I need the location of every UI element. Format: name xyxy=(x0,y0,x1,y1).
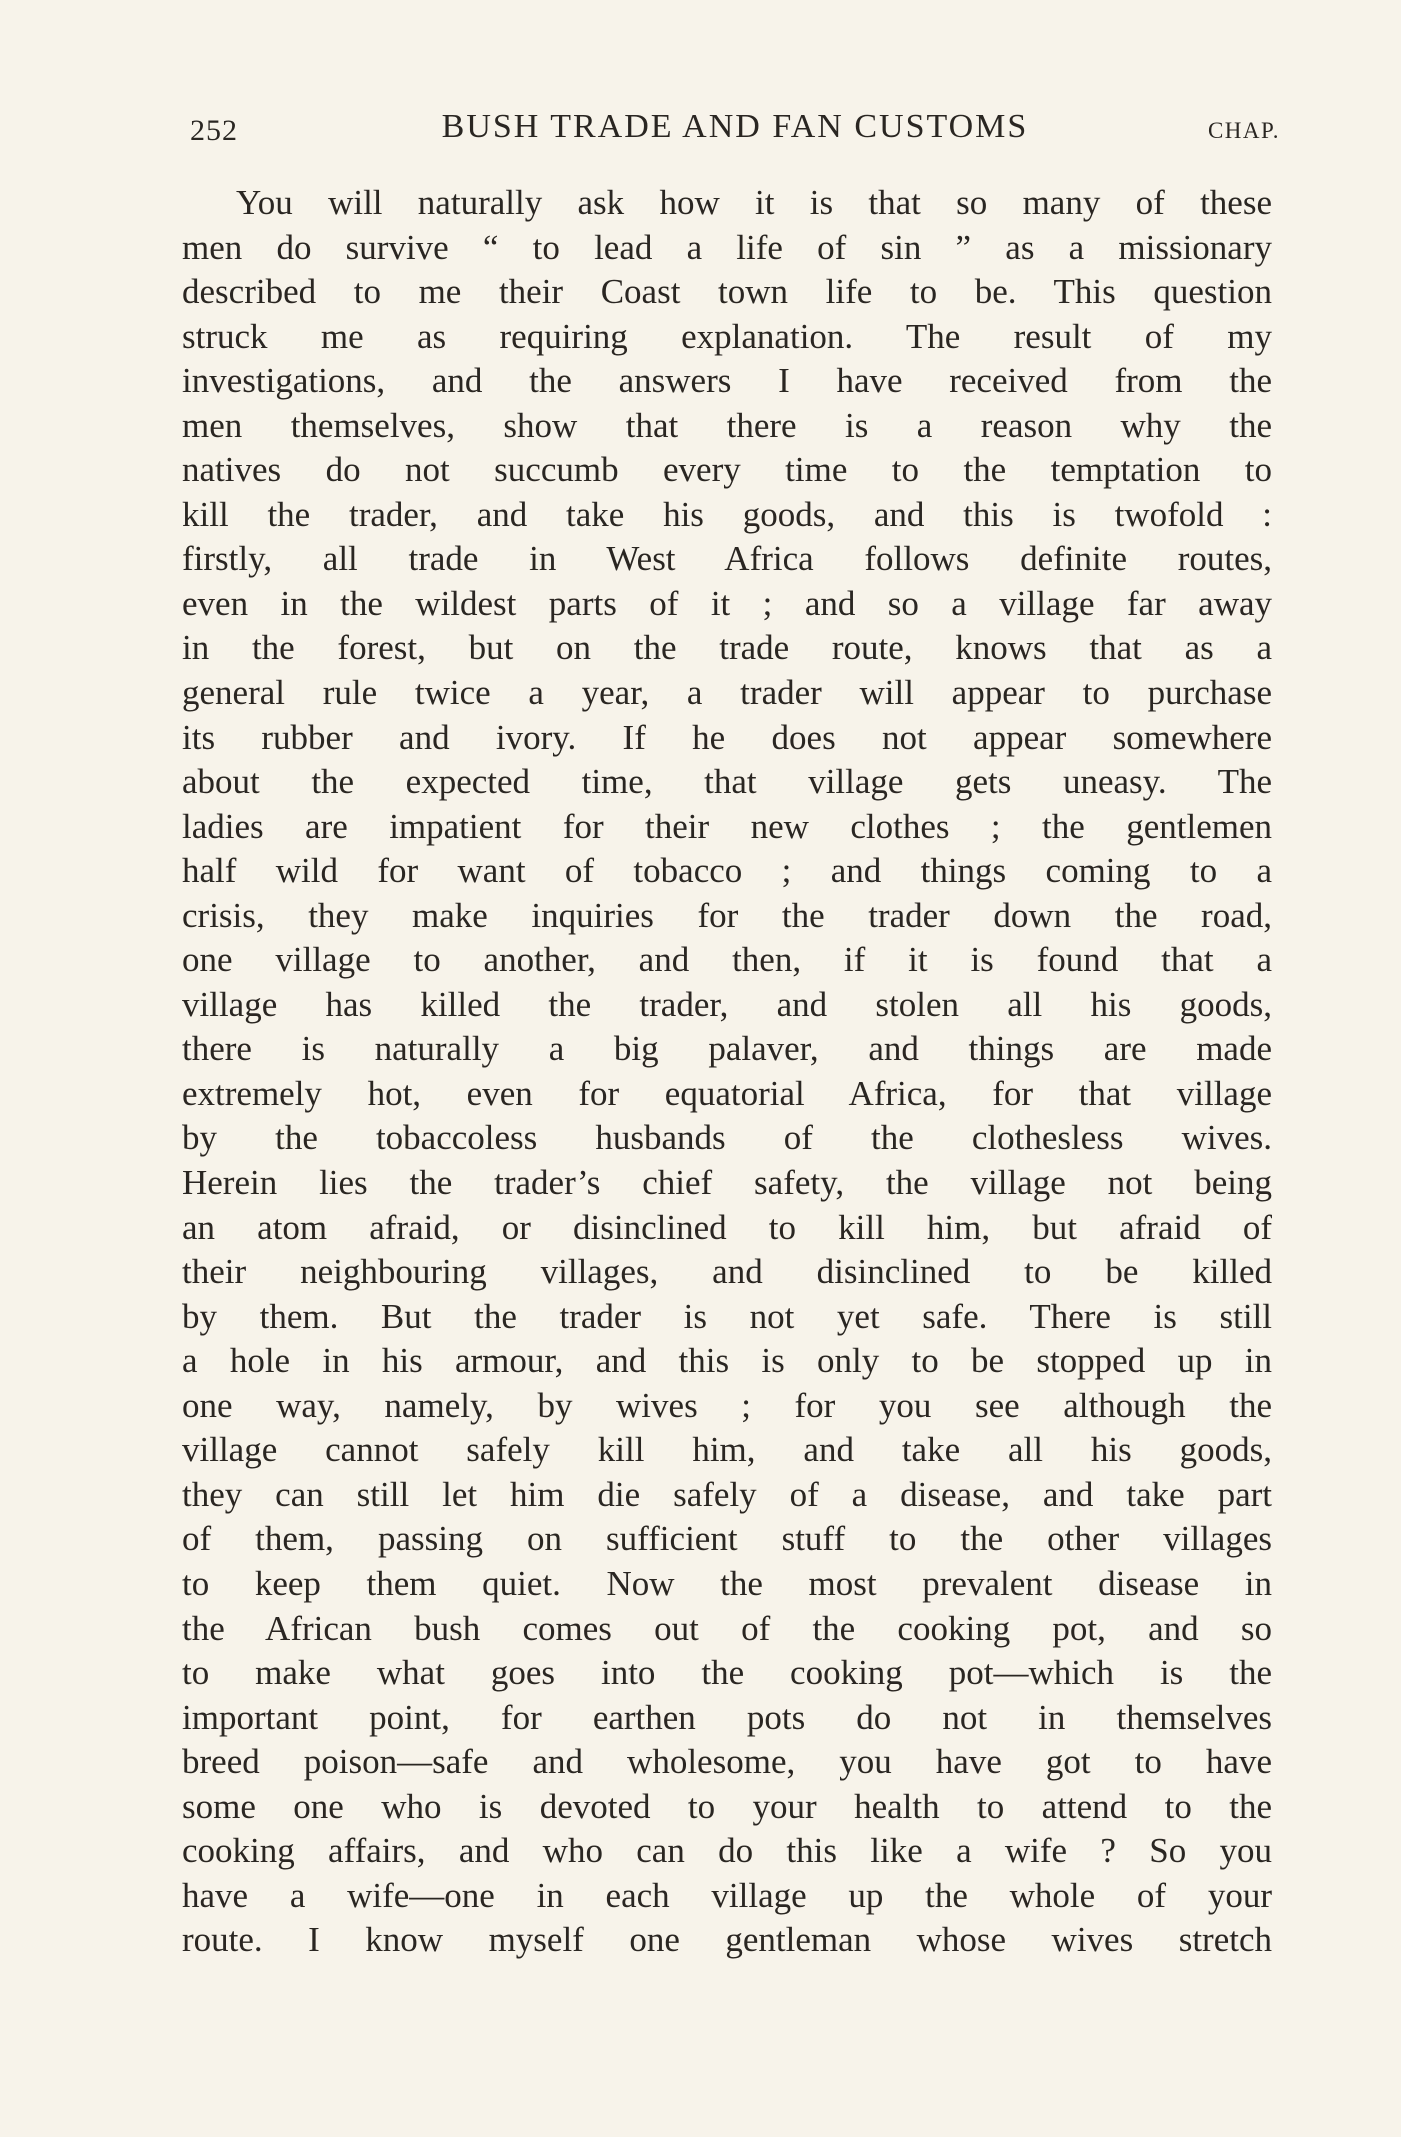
text-line: cooking affairs, and who can do this like a wife ? So you xyxy=(182,1831,1272,1871)
body-paragraph xyxy=(182,181,1272,1963)
text-line: ladies are impatient for their new clothes ; the gentlemen xyxy=(182,806,1272,846)
text-line: they can still let him die safely of a disease, and take part xyxy=(182,1474,1272,1514)
text-line: in the forest, but on the trade route, knows that as a xyxy=(182,628,1272,668)
text-line: extremely hot, even for equatorial Africa, for that village xyxy=(182,1073,1272,1113)
text-line: about the expected time, that village gets uneasy. The xyxy=(182,762,1272,802)
text-line: Herein lies the trader’s chief safety, the village not being xyxy=(182,1163,1272,1203)
text-line: a hole in his armour, and this is only to be stopped up in xyxy=(182,1341,1272,1381)
text-line: its rubber and ivory. If he does not appear somewhere xyxy=(182,717,1272,757)
text-line: an atom afraid, or disinclined to kill him, but afraid of xyxy=(182,1207,1272,1247)
text-line: one way, namely, by wives ; for you see although the xyxy=(182,1385,1272,1425)
text-line: struck me as requiring explanation. The result of my xyxy=(182,316,1272,356)
text-line: investigations, and the answers I have received from the xyxy=(182,361,1272,401)
chapter-label: CHAP. xyxy=(1207,118,1280,143)
text-line: some one who is devoted to your health to attend to the xyxy=(182,1786,1272,1826)
text-line: route. I know myself one gentleman whose wives stretch xyxy=(182,1920,1272,1960)
text-line: firstly, all trade in West Africa follows definite routes, xyxy=(182,539,1272,579)
text-line: by the tobaccoless husbands of the clothesless wives. xyxy=(182,1118,1272,1158)
text-line: men themselves, show that there is a reason why the xyxy=(182,405,1272,445)
text-line: general rule twice a year, a trader will appear to purchase xyxy=(182,673,1272,713)
running-title: BUSH TRADE AND FAN CUSTOMS xyxy=(441,108,1029,145)
text-line: crisis, they make inquiries for the trader down the road, xyxy=(182,895,1272,935)
text-line: have a wife—one in each village up the whole of your xyxy=(182,1875,1272,1915)
text-line: You will naturally ask how it is that so many of these xyxy=(236,183,1272,222)
text-line: described to me their Coast town life to be. This question xyxy=(182,272,1272,312)
text-line: by them. But the trader is not yet safe. There is still xyxy=(182,1296,1272,1336)
text-line: kill the trader, and take his goods, and this is twofold : xyxy=(182,494,1272,534)
text-line: their neighbouring villages, and disinclined to be killed xyxy=(182,1252,1272,1292)
text-line: of them, passing on sufficient stuff to the other villages xyxy=(182,1519,1272,1559)
text-line: important point, for earthen pots do not in themselves xyxy=(182,1697,1272,1737)
text-line: half wild for want of tobacco ; and things coming to a xyxy=(182,851,1272,891)
text-line: men do survive “ to lead a life of sin ” as a missionary xyxy=(182,227,1272,267)
text-line: village cannot safely kill him, and take all his goods, xyxy=(182,1430,1272,1470)
text-line: natives do not succumb every time to the temptation to xyxy=(182,450,1272,490)
page-header xyxy=(190,108,1280,152)
text-line: the African bush comes out of the cooking pot, and so xyxy=(182,1608,1272,1648)
text-line: village has killed the trader, and stolen all his goods, xyxy=(182,984,1272,1024)
text-line: even in the wildest parts of it ; and so a village far away xyxy=(182,583,1272,623)
text-line: one village to another, and then, if it is found that a xyxy=(182,940,1272,980)
text-line: breed poison—safe and wholesome, you have got to have xyxy=(182,1742,1272,1782)
page-number: 252 xyxy=(190,114,238,147)
text-line: to keep them quiet. Now the most prevalent disease in xyxy=(182,1563,1272,1603)
text-line: there is naturally a big palaver, and things are made xyxy=(182,1029,1272,1069)
text-line: to make what goes into the cooking pot—which is the xyxy=(182,1653,1272,1693)
